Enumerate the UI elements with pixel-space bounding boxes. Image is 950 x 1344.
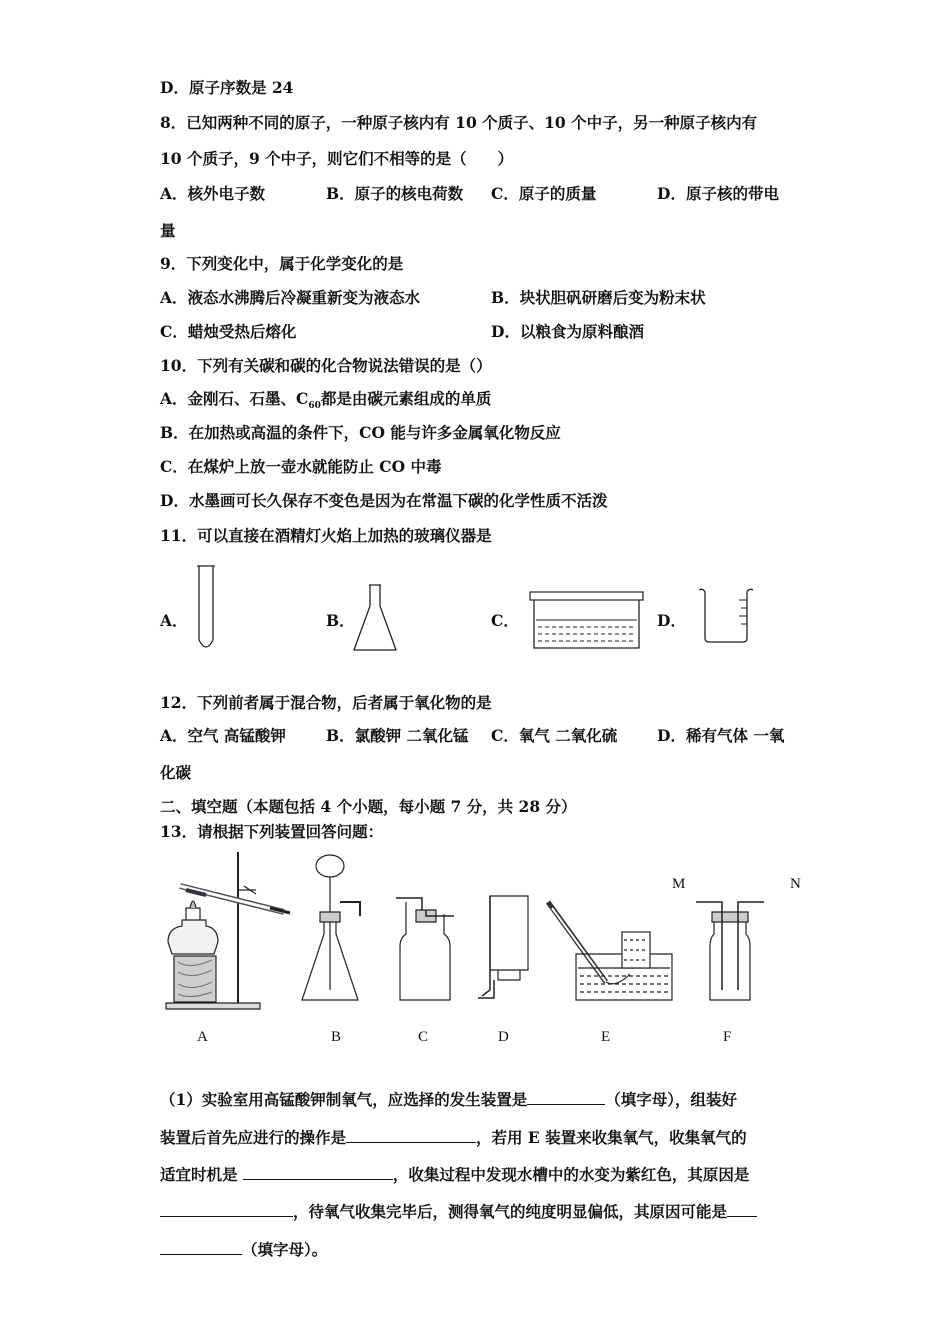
conical-flask-figure [352,582,398,654]
q13-p1-line3 [160,1163,749,1185]
q10-option-b: B．在加热或高温的条件下，CO 能与许多金属氧化物反应 [160,423,561,442]
q12-option-d-cont: 化碳 [160,763,192,782]
apparatus-label-m: M [672,876,686,892]
q8-option-d: D．原子核的带电 [657,184,779,203]
q10-option-a-sub: 60 [308,401,321,412]
q12-option-b: B．氯酸钾 二氧化锰 [326,726,469,745]
answer-blank-5a[interactable] [727,1200,757,1217]
q10-stem: 10．下列有关碳和碳的化合物说法错误的是（） [160,356,492,375]
answer-blank-4[interactable] [160,1200,293,1217]
q13-p1-line3-b: ，收集过程中发现水槽中的水变为紫红色，其原因是 [392,1165,750,1184]
section-2-title: 二、填空题（本题包括 4 个小题，每小题 7 分，共 28 分） [160,797,577,816]
q11-stem: 11．可以直接在酒精灯火焰上加热的玻璃仪器是 [160,526,492,545]
q11-option-c: C． [491,611,519,630]
q10-option-d: D．水墨画可长久保存不变色是因为在常温下碳的化学性质不活泼 [160,491,608,510]
apparatus-label-c: C [418,1029,429,1045]
q11-option-a: A． [160,611,188,630]
q12-option-a: A．空气 高锰酸钾 [160,726,286,745]
q13-stem: 13．请根据下列装置回答问题： [160,822,384,841]
q7-option-d: D．原子序数是 24 [160,78,294,97]
q8-stem-line2: 10 个质子，9 个中子，则它们不相等的是（ ） [160,149,514,168]
q12-option-d: D．稀有气体 一氧 [657,726,785,745]
q13-p1-line1 [160,1088,737,1110]
q13-p1-line2-a: 装置后首先应进行的操作是 [160,1128,347,1147]
q8-option-c: C．原子的质量 [491,184,597,203]
answer-blank-2[interactable] [346,1126,476,1143]
q8-option-b: B．原子的核电荷数 [326,184,464,203]
q9-option-a: A．液态水沸腾后冷凝重新变为液态水 [160,288,421,307]
apparatus-label-f: F [723,1029,732,1045]
q13-p1-line2 [160,1126,747,1148]
q10-option-a-pre: A．金刚石、石墨、C [160,389,309,408]
q13-p1-line1-a: （1）实验室用高锰酸钾制氧气，应选择的发生装置是 [160,1090,528,1109]
q9-option-c: C．蜡烛受热后熔化 [160,322,297,341]
q9-stem: 9．下列变化中，属于化学变化的是 [160,254,404,273]
apparatus-label-a: A [197,1029,208,1045]
q10-option-a-post: 都是由碳元素组成的单质 [320,389,492,408]
q13-p1-line5 [160,1238,327,1260]
q13-p1-line4-a: ，待氧气收集完毕后，测得氧气的纯度明显偏低，其原因可能是 [293,1202,728,1221]
apparatus-label-e: E [601,1029,611,1045]
q13-p1-line2-b: ，若用 E 装置来收集氧气，收集氧气的 [476,1128,747,1147]
beaker-figure [697,586,755,646]
apparatus-label-b: B [331,1029,342,1045]
test-tube-figure [194,564,218,654]
q9-option-b: B．块状胆矾研磨后变为粉末状 [491,288,706,307]
answer-blank-1[interactable] [527,1088,605,1105]
q13-p1-line1-b: （填字母），组装好 [605,1090,738,1109]
q12-stem: 12．下列前者属于混合物，后者属于氧化物的是 [160,693,492,712]
q11-option-d: D． [657,611,686,630]
q8-option-a: A．核外电子数 [160,184,266,203]
q8-stem-line1: 8．已知两种不同的原子，一种原子核内有 10 个质子、10 个中子，另一种原子核内有 [160,113,758,132]
q11-option-b: B． [326,611,355,630]
q9-option-d: D．以粮食为原料酿酒 [491,322,644,341]
q10-option-c: C．在煤炉上放一壶水就能防止 CO 中毒 [160,457,442,476]
q10-option-a [160,389,491,416]
q13-p1-line3-a: 适宜时机是 [160,1165,243,1184]
q13-p1-line4 [160,1200,757,1222]
q12-option-c: C．氧气 二氧化硫 [491,726,618,745]
q8-option-d-cont: 量 [160,221,176,240]
apparatus-label-d: D [498,1029,509,1045]
apparatus-label-n: N [790,876,801,892]
q13-apparatus-figure [160,850,800,1015]
answer-blank-3[interactable] [243,1163,393,1180]
answer-blank-5b[interactable] [160,1238,242,1255]
q13-p1-line5-b: （填字母）。 [242,1240,328,1259]
trough-figure [528,590,646,652]
